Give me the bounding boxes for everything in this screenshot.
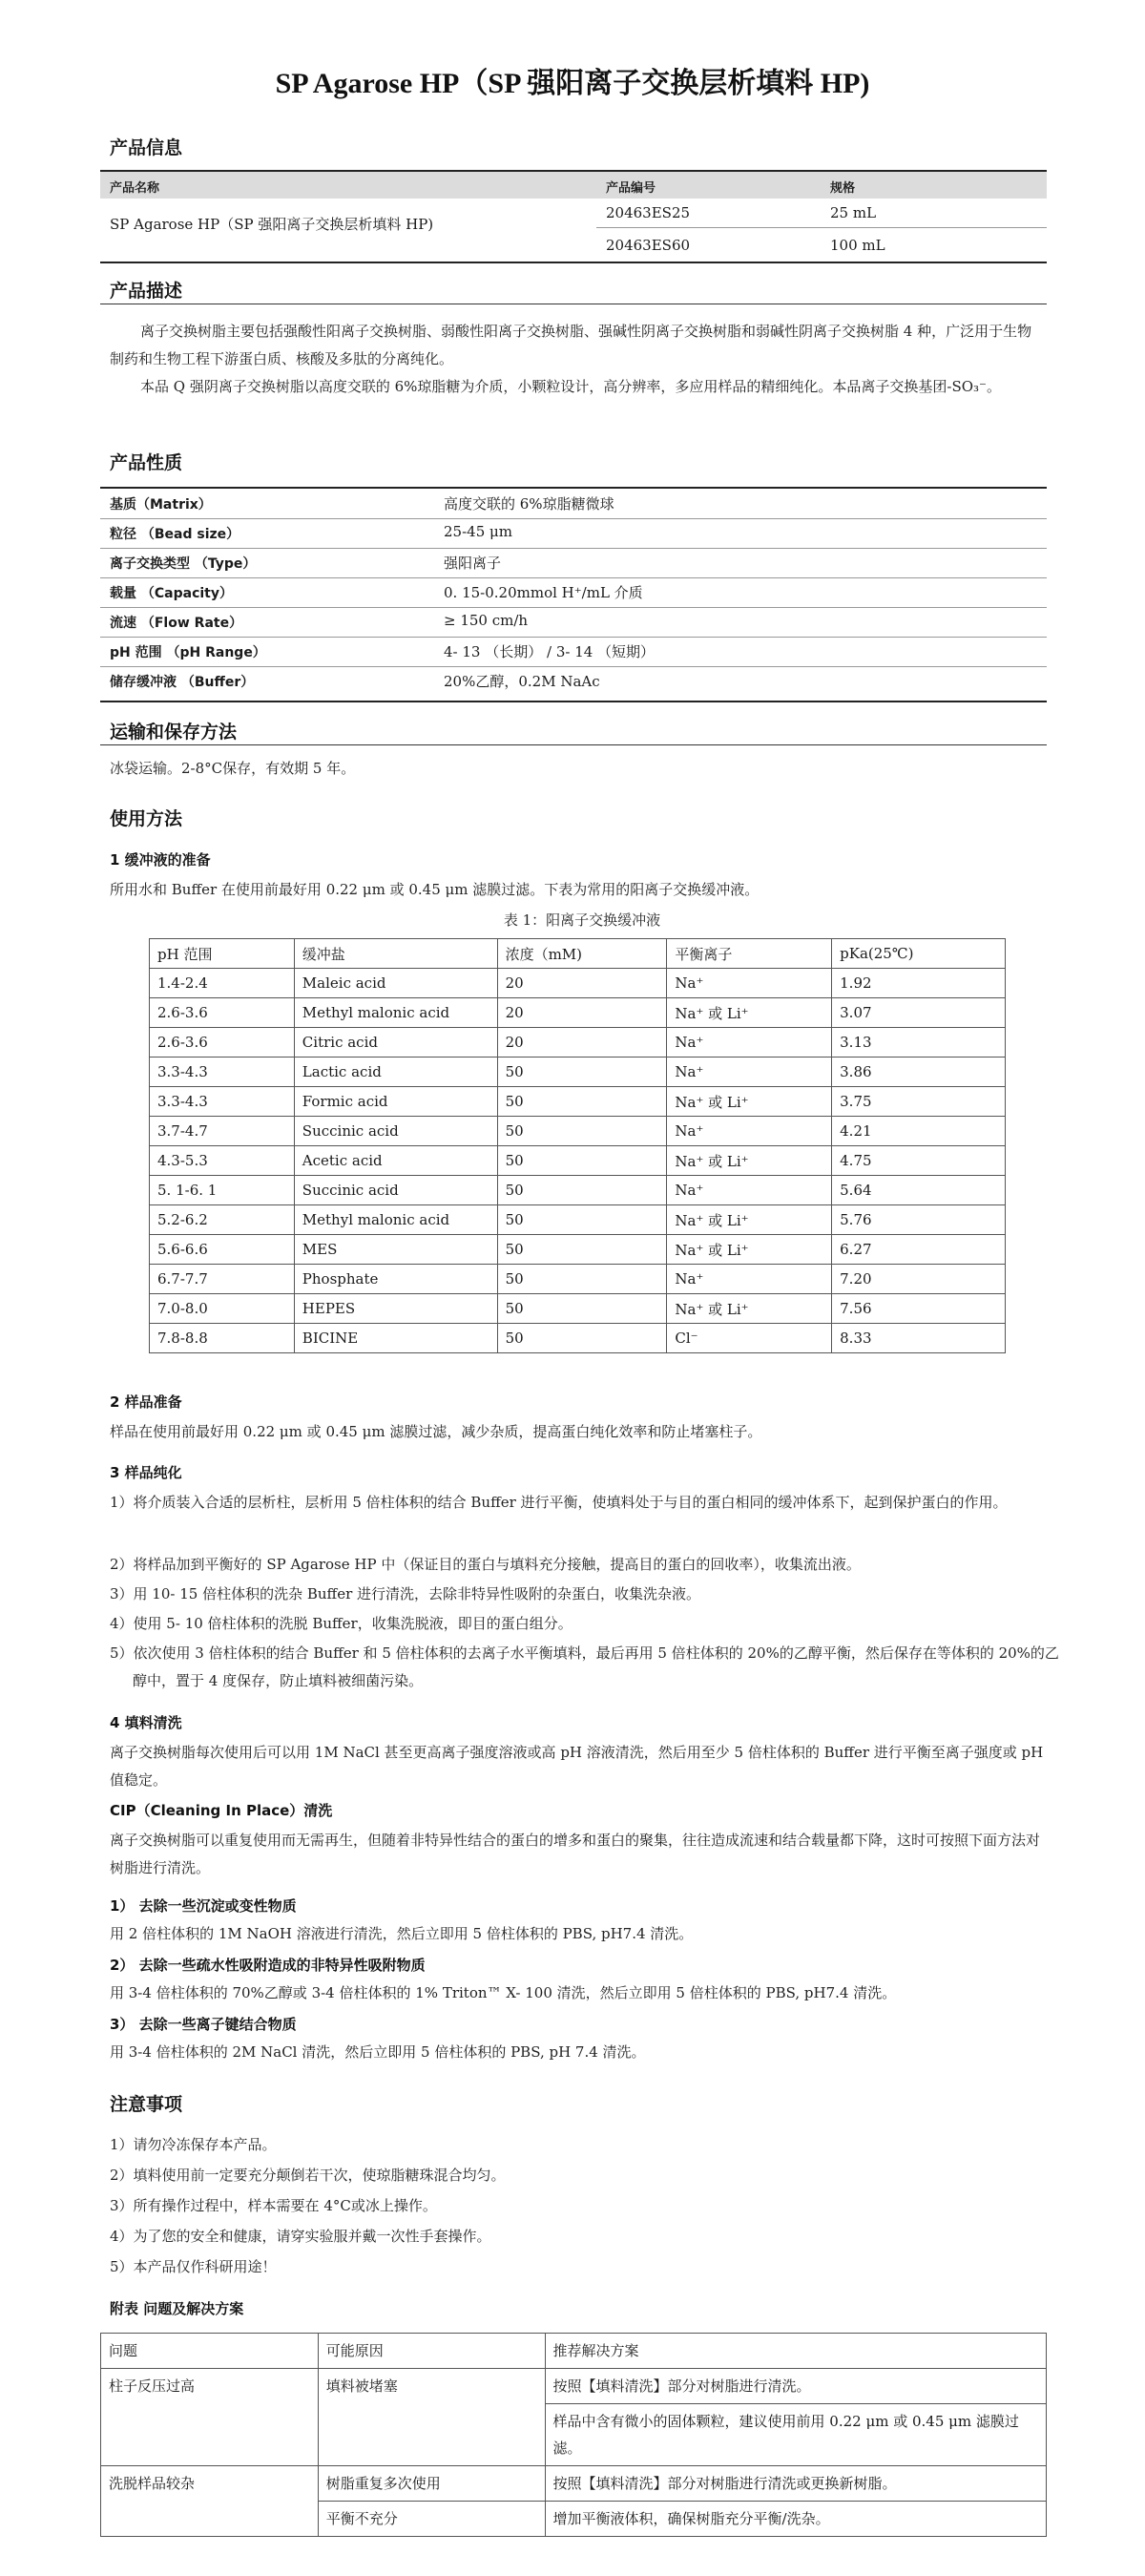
table-row: [150, 1324, 1006, 1353]
table-row: [150, 1176, 1006, 1205]
counter-ion-cell: Na⁺: [667, 1117, 832, 1146]
pka-cell: 4.21: [832, 1117, 1006, 1146]
table-header-row: [101, 2334, 1047, 2369]
property-name: 离子交换类型 （Type）: [110, 556, 257, 572]
ph-range-cell: 1.4-2.4: [150, 969, 295, 998]
header-cause: 可能原因: [318, 2334, 545, 2369]
table-row: [150, 1205, 1006, 1235]
row-divider: [596, 227, 1047, 228]
header-ph-range-cell: pH 范围: [150, 939, 295, 969]
property-name: 粒径 （Bead size）: [110, 527, 240, 542]
table-row: [150, 1146, 1006, 1176]
ph-range-cell: 5.2-6.2: [150, 1205, 295, 1235]
buffer-salt-cell: MES: [294, 1235, 497, 1265]
table-bottom-rule: [100, 262, 1047, 263]
row-divider: [100, 637, 1047, 638]
property-row: [100, 577, 1047, 607]
table-row: [101, 2369, 1047, 2404]
product-info-header-row: [100, 170, 1047, 199]
cause-cell: 树脂重复多次使用: [318, 2466, 545, 2502]
cip-item-heading: 3） 去除一些离子键结合物质: [110, 2016, 297, 2033]
solution-cell: 按照【填料清洗】部分对树脂进行清洗。: [545, 2369, 1046, 2404]
property-name: 储存缓冲液 （Buffer）: [110, 675, 255, 690]
concentration-cell: 50: [497, 1265, 667, 1294]
product-spec-cell: 100 mL: [830, 237, 885, 254]
section-heading-storage: 运输和保存方法: [110, 722, 238, 743]
property-value: 强阳离子: [444, 555, 502, 572]
table-row: [150, 1265, 1006, 1294]
pka-cell: 7.20: [832, 1265, 1006, 1294]
property-value: 4- 13 （长期） / 3- 14 （短期）: [444, 643, 656, 660]
note-item: 1）请勿冷冻保存本产品。: [110, 2136, 277, 2153]
property-row: [100, 518, 1047, 548]
counter-ion-cell: Na⁺ 或 Li⁺: [667, 1294, 832, 1324]
section-heading-product-info: 产品信息: [110, 137, 183, 158]
heading-underline: [100, 744, 1047, 745]
section-heading-notes: 注意事项: [110, 2094, 183, 2115]
purification-step-5: 5）依次使用 3 倍柱体积的结合 Buffer 和 5 倍柱体积的去离子水平衡填料，最后再用 5 倍柱体积的 20%的乙醇平衡，然后保存在等体积的 20%的乙醇中，置于 4 度保存，防止填料被细菌污染。: [110, 1644, 1059, 1689]
section-heading-usage: 使用方法: [110, 808, 183, 829]
cip-item-heading: 1） 去除一些沉淀或变性物质: [110, 1897, 297, 1915]
table-row: [150, 1058, 1006, 1087]
table-row: [150, 1117, 1006, 1146]
table-row: [150, 1028, 1006, 1058]
product-code-cell: 20463ES60: [606, 237, 691, 254]
header-product-code: 产品编号: [606, 181, 656, 196]
solution-cell: 样品中含有微小的固体颗粒，建议使用前用 0.22 μm 或 0.45 μm 滤膜过滤。: [545, 2404, 1046, 2466]
table-row: [150, 1235, 1006, 1265]
cause-cell: 填料被堵塞: [318, 2369, 545, 2466]
pka-cell: 5.76: [832, 1205, 1006, 1235]
ph-range-cell: 3.3-4.3: [150, 1058, 295, 1087]
property-name: pH 范围 （pH Range）: [110, 645, 266, 660]
concentration-cell: 50: [497, 1058, 667, 1087]
document-title: SP Agarose HP（SP 强阳离子交换层析填料 HP): [275, 68, 870, 99]
troubleshooting-table: [100, 2333, 1047, 2537]
buffer-salt-cell: Succinic acid: [294, 1176, 497, 1205]
cause-cell: 平衡不充分: [318, 2502, 545, 2537]
pka-cell: 1.92: [832, 969, 1006, 998]
header-pka-cell: pKa(25℃): [832, 939, 1006, 969]
ph-range-cell: 7.8-8.8: [150, 1324, 295, 1353]
buffer-salt-cell: Formic acid: [294, 1087, 497, 1117]
cip-text: 离子交换树脂可以重复使用而无需再生，但随着非特异性结合的蛋白的增多和蛋白的聚集，往往造成流速和结合载量都下降，这时可按照下面方法对树脂进行清洗。: [110, 1832, 1041, 1876]
problem-cell: 洗脱样品较杂: [101, 2466, 319, 2537]
concentration-cell: 50: [497, 1294, 667, 1324]
row-divider: [100, 607, 1047, 608]
pka-cell: 8.33: [832, 1324, 1006, 1353]
row-divider: [100, 577, 1047, 578]
ph-range-cell: 5.6-6.6: [150, 1235, 295, 1265]
ph-range-cell: 2.6-3.6: [150, 998, 295, 1028]
pka-cell: 7.56: [832, 1294, 1006, 1324]
purification-step-3: 3）用 10- 15 倍柱体积的洗杂 Buffer 进行清洗，去除非特异性吸附的杂蛋白，收集洗杂液。: [110, 1585, 701, 1602]
ph-range-cell: 4.3-5.3: [150, 1146, 295, 1176]
concentration-cell: 50: [497, 1146, 667, 1176]
product-code-cell: 20463ES25: [606, 204, 691, 221]
concentration-cell: 50: [497, 1324, 667, 1353]
pka-cell: 3.75: [832, 1087, 1006, 1117]
properties-table: [100, 487, 1047, 702]
note-item: 4）为了您的安全和健康，请穿实验服并戴一次性手套操作。: [110, 2228, 491, 2245]
buffer-salt-cell: Succinic acid: [294, 1117, 497, 1146]
cip-item-text: 用 3-4 倍柱体积的 70%乙醇或 3-4 倍柱体积的 1% Triton™ X- 100 清洗，然后立即用 5 倍柱体积的 PBS, pH7.4 清洗。: [110, 1984, 897, 2001]
table-row: [150, 969, 1006, 998]
buffer-salt-cell: Lactic acid: [294, 1058, 497, 1087]
row-divider: [100, 518, 1047, 519]
ph-range-cell: 3.3-4.3: [150, 1087, 295, 1117]
solution-cell: 增加平衡液体积，确保树脂充分平衡/洗杂。: [545, 2502, 1046, 2537]
counter-ion-cell: Na⁺: [667, 1058, 832, 1087]
pka-cell: 4.75: [832, 1146, 1006, 1176]
concentration-cell: 50: [497, 1235, 667, 1265]
buffer-salt-cell: Phosphate: [294, 1265, 497, 1294]
table-row: [101, 2466, 1047, 2502]
header-solution: 推荐解决方案: [545, 2334, 1046, 2369]
ph-range-cell: 5. 1-6. 1: [150, 1176, 295, 1205]
concentration-cell: 20: [497, 998, 667, 1028]
concentration-cell: 50: [497, 1176, 667, 1205]
property-value: 25-45 μm: [444, 523, 512, 540]
appendix-heading: 附表 问题及解决方案: [110, 2300, 244, 2317]
cleaning-text: 离子交换树脂每次使用后可以用 1M NaCl 甚至更高离子强度溶液或高 pH 溶液清洗，然后用至少 5 倍柱体积的 Buffer 进行平衡至离子强度或 pH 值稳定。: [110, 1744, 1044, 1789]
property-value: 20%乙醇，0.2M NaAc: [444, 673, 600, 690]
storage-text: 冰袋运输。2-8°C保存，有效期 5 年。: [110, 760, 356, 777]
counter-ion-cell: Na⁺ 或 Li⁺: [667, 1235, 832, 1265]
property-value: 0. 15-0.20mmol H⁺/mL 介质: [444, 584, 643, 601]
concentration-cell: 20: [497, 1028, 667, 1058]
counter-ion-cell: Na⁺ 或 Li⁺: [667, 998, 832, 1028]
note-item: 2）填料使用前一定要充分颠倒若干次，使琼脂糖珠混合均匀。: [110, 2167, 506, 2184]
counter-ion-cell: Na⁺ 或 Li⁺: [667, 1087, 832, 1117]
cip-item-text: 用 2 倍柱体积的 1M NaOH 溶液进行清洗，然后立即用 5 倍柱体积的 PBS, pH7.4 清洗。: [110, 1925, 694, 1942]
table-row: [150, 1087, 1006, 1117]
pka-cell: 3.86: [832, 1058, 1006, 1087]
ph-range-cell: 7.0-8.0: [150, 1294, 295, 1324]
row-divider: [100, 548, 1047, 549]
problem-cell: 柱子反压过高: [101, 2369, 319, 2466]
header-counter-ion-cell: 平衡离子: [667, 939, 832, 969]
note-item: 3）所有操作过程中，样本需要在 4°C或冰上操作。: [110, 2197, 437, 2214]
property-name: 基质（Matrix）: [110, 497, 212, 513]
property-value: ≥ 150 cm/h: [444, 612, 529, 629]
counter-ion-cell: Na⁺: [667, 1028, 832, 1058]
buffer-salt-cell: Citric acid: [294, 1028, 497, 1058]
buffer-salt-cell: Acetic acid: [294, 1146, 497, 1176]
pka-cell: 6.27: [832, 1235, 1006, 1265]
header-buffer-salt-cell: 缓冲盐: [294, 939, 497, 969]
buffer-salt-cell: Methyl malonic acid: [294, 998, 497, 1028]
counter-ion-cell: Na⁺: [667, 1265, 832, 1294]
counter-ion-cell: Na⁺: [667, 1176, 832, 1205]
buffer-salt-cell: Maleic acid: [294, 969, 497, 998]
property-name: 流速 （Flow Rate）: [110, 616, 243, 631]
table-caption: 表 1：阳离子交换缓冲液: [503, 911, 661, 929]
subsection-heading-buffer: 1 缓冲液的准备: [110, 851, 211, 869]
row-divider: [100, 666, 1047, 667]
concentration-cell: 50: [497, 1087, 667, 1117]
cip-heading: CIP（Cleaning In Place）清洗: [110, 1802, 333, 1819]
counter-ion-cell: Na⁺ 或 Li⁺: [667, 1146, 832, 1176]
concentration-cell: 50: [497, 1205, 667, 1235]
ph-range-cell: 6.7-7.7: [150, 1265, 295, 1294]
property-row: [100, 489, 1047, 518]
purification-step-4: 4）使用 5- 10 倍柱体积的洗脱 Buffer，收集洗脱液，即目的蛋白组分。: [110, 1615, 572, 1632]
note-item: 5）本产品仅作科研用途！: [110, 2258, 277, 2275]
table-row: [150, 1294, 1006, 1324]
counter-ion-cell: Cl⁻: [667, 1324, 832, 1353]
buffer-salt-cell: BICINE: [294, 1324, 497, 1353]
counter-ion-cell: Na⁺: [667, 969, 832, 998]
description-paragraph-2: 本品 Q 强阴离子交换树脂以高度交联的 6%琼脂糖为介质，小颗粒设计，高分辨率，多应用样品的精细纯化。本品离子交换基团-SO₃⁻。: [140, 378, 1001, 395]
table-header-row: [150, 939, 1006, 969]
description-paragraph-1: 离子交换树脂主要包括强酸性阳离子交换树脂、弱酸性阳离子交换树脂、强碱性阴离子交换树脂和弱碱性阴离子交换树脂 4 种，广泛用于生物制药和生物工程下游蛋白质、核酸及多肽的分离纯化。: [110, 323, 1032, 367]
header-problem: 问题: [101, 2334, 319, 2369]
header-product-name: 产品名称: [110, 181, 160, 196]
table-row: [150, 998, 1006, 1028]
subsection-heading-sample-prep: 2 样品准备: [110, 1393, 182, 1411]
buffer-text: 所用水和 Buffer 在使用前最好用 0.22 μm 或 0.45 μm 滤膜过滤。下表为常用的阳离子交换缓冲液。: [110, 881, 760, 898]
header-spec: 规格: [830, 181, 856, 196]
subsection-heading-purification: 3 样品纯化: [110, 1464, 182, 1481]
purification-step-2: 2）将样品加到平衡好的 SP Agarose HP 中（保证目的蛋白与填料充分接触，提高目的蛋白的回收率），收集流出液。: [110, 1556, 861, 1573]
cip-item-text: 用 3-4 倍柱体积的 2M NaCl 清洗，然后立即用 5 倍柱体积的 PBS, pH 7.4 清洗。: [110, 2043, 646, 2061]
section-heading-properties: 产品性质: [110, 452, 183, 473]
product-name-cell: SP Agarose HP（SP 强阳离子交换层析填料 HP): [110, 216, 434, 233]
counter-ion-cell: Na⁺ 或 Li⁺: [667, 1205, 832, 1235]
buffer-salt-cell: Methyl malonic acid: [294, 1205, 497, 1235]
buffer-salt-cell: HEPES: [294, 1294, 497, 1324]
ph-range-cell: 2.6-3.6: [150, 1028, 295, 1058]
property-row: [100, 637, 1047, 666]
cip-item-heading: 2） 去除一些疏水性吸附造成的非特异性吸附物质: [110, 1957, 426, 1974]
ph-range-cell: 3.7-4.7: [150, 1117, 295, 1146]
header-concentration-cell: 浓度（mM): [497, 939, 667, 969]
buffer-table: [149, 938, 1006, 1353]
concentration-cell: 50: [497, 1117, 667, 1146]
pka-cell: 3.13: [832, 1028, 1006, 1058]
property-value: 高度交联的 6%琼脂糖微球: [444, 495, 614, 513]
solution-cell: 按照【填料清洗】部分对树脂进行清洗或更换新树脂。: [545, 2466, 1046, 2502]
pka-cell: 3.07: [832, 998, 1006, 1028]
subsection-heading-cleaning: 4 填料清洗: [110, 1714, 182, 1731]
sample-prep-text: 样品在使用前最好用 0.22 μm 或 0.45 μm 滤膜过滤，减少杂质，提高蛋白纯化效率和防止堵塞柱子。: [110, 1423, 762, 1440]
section-heading-description: 产品描述: [110, 281, 183, 302]
property-row: [100, 548, 1047, 577]
property-name: 载量 （Capacity）: [110, 586, 233, 601]
property-row: [100, 607, 1047, 637]
product-spec-cell: 25 mL: [830, 204, 877, 221]
purification-step-1: 1）将介质装入合适的层析柱，层析用 5 倍柱体积的结合 Buffer 进行平衡，使填料处于与目的蛋白相同的缓冲体系下，起到保护蛋白的作用。: [110, 1494, 1008, 1511]
property-row: [100, 666, 1047, 696]
pka-cell: 5.64: [832, 1176, 1006, 1205]
concentration-cell: 20: [497, 969, 667, 998]
